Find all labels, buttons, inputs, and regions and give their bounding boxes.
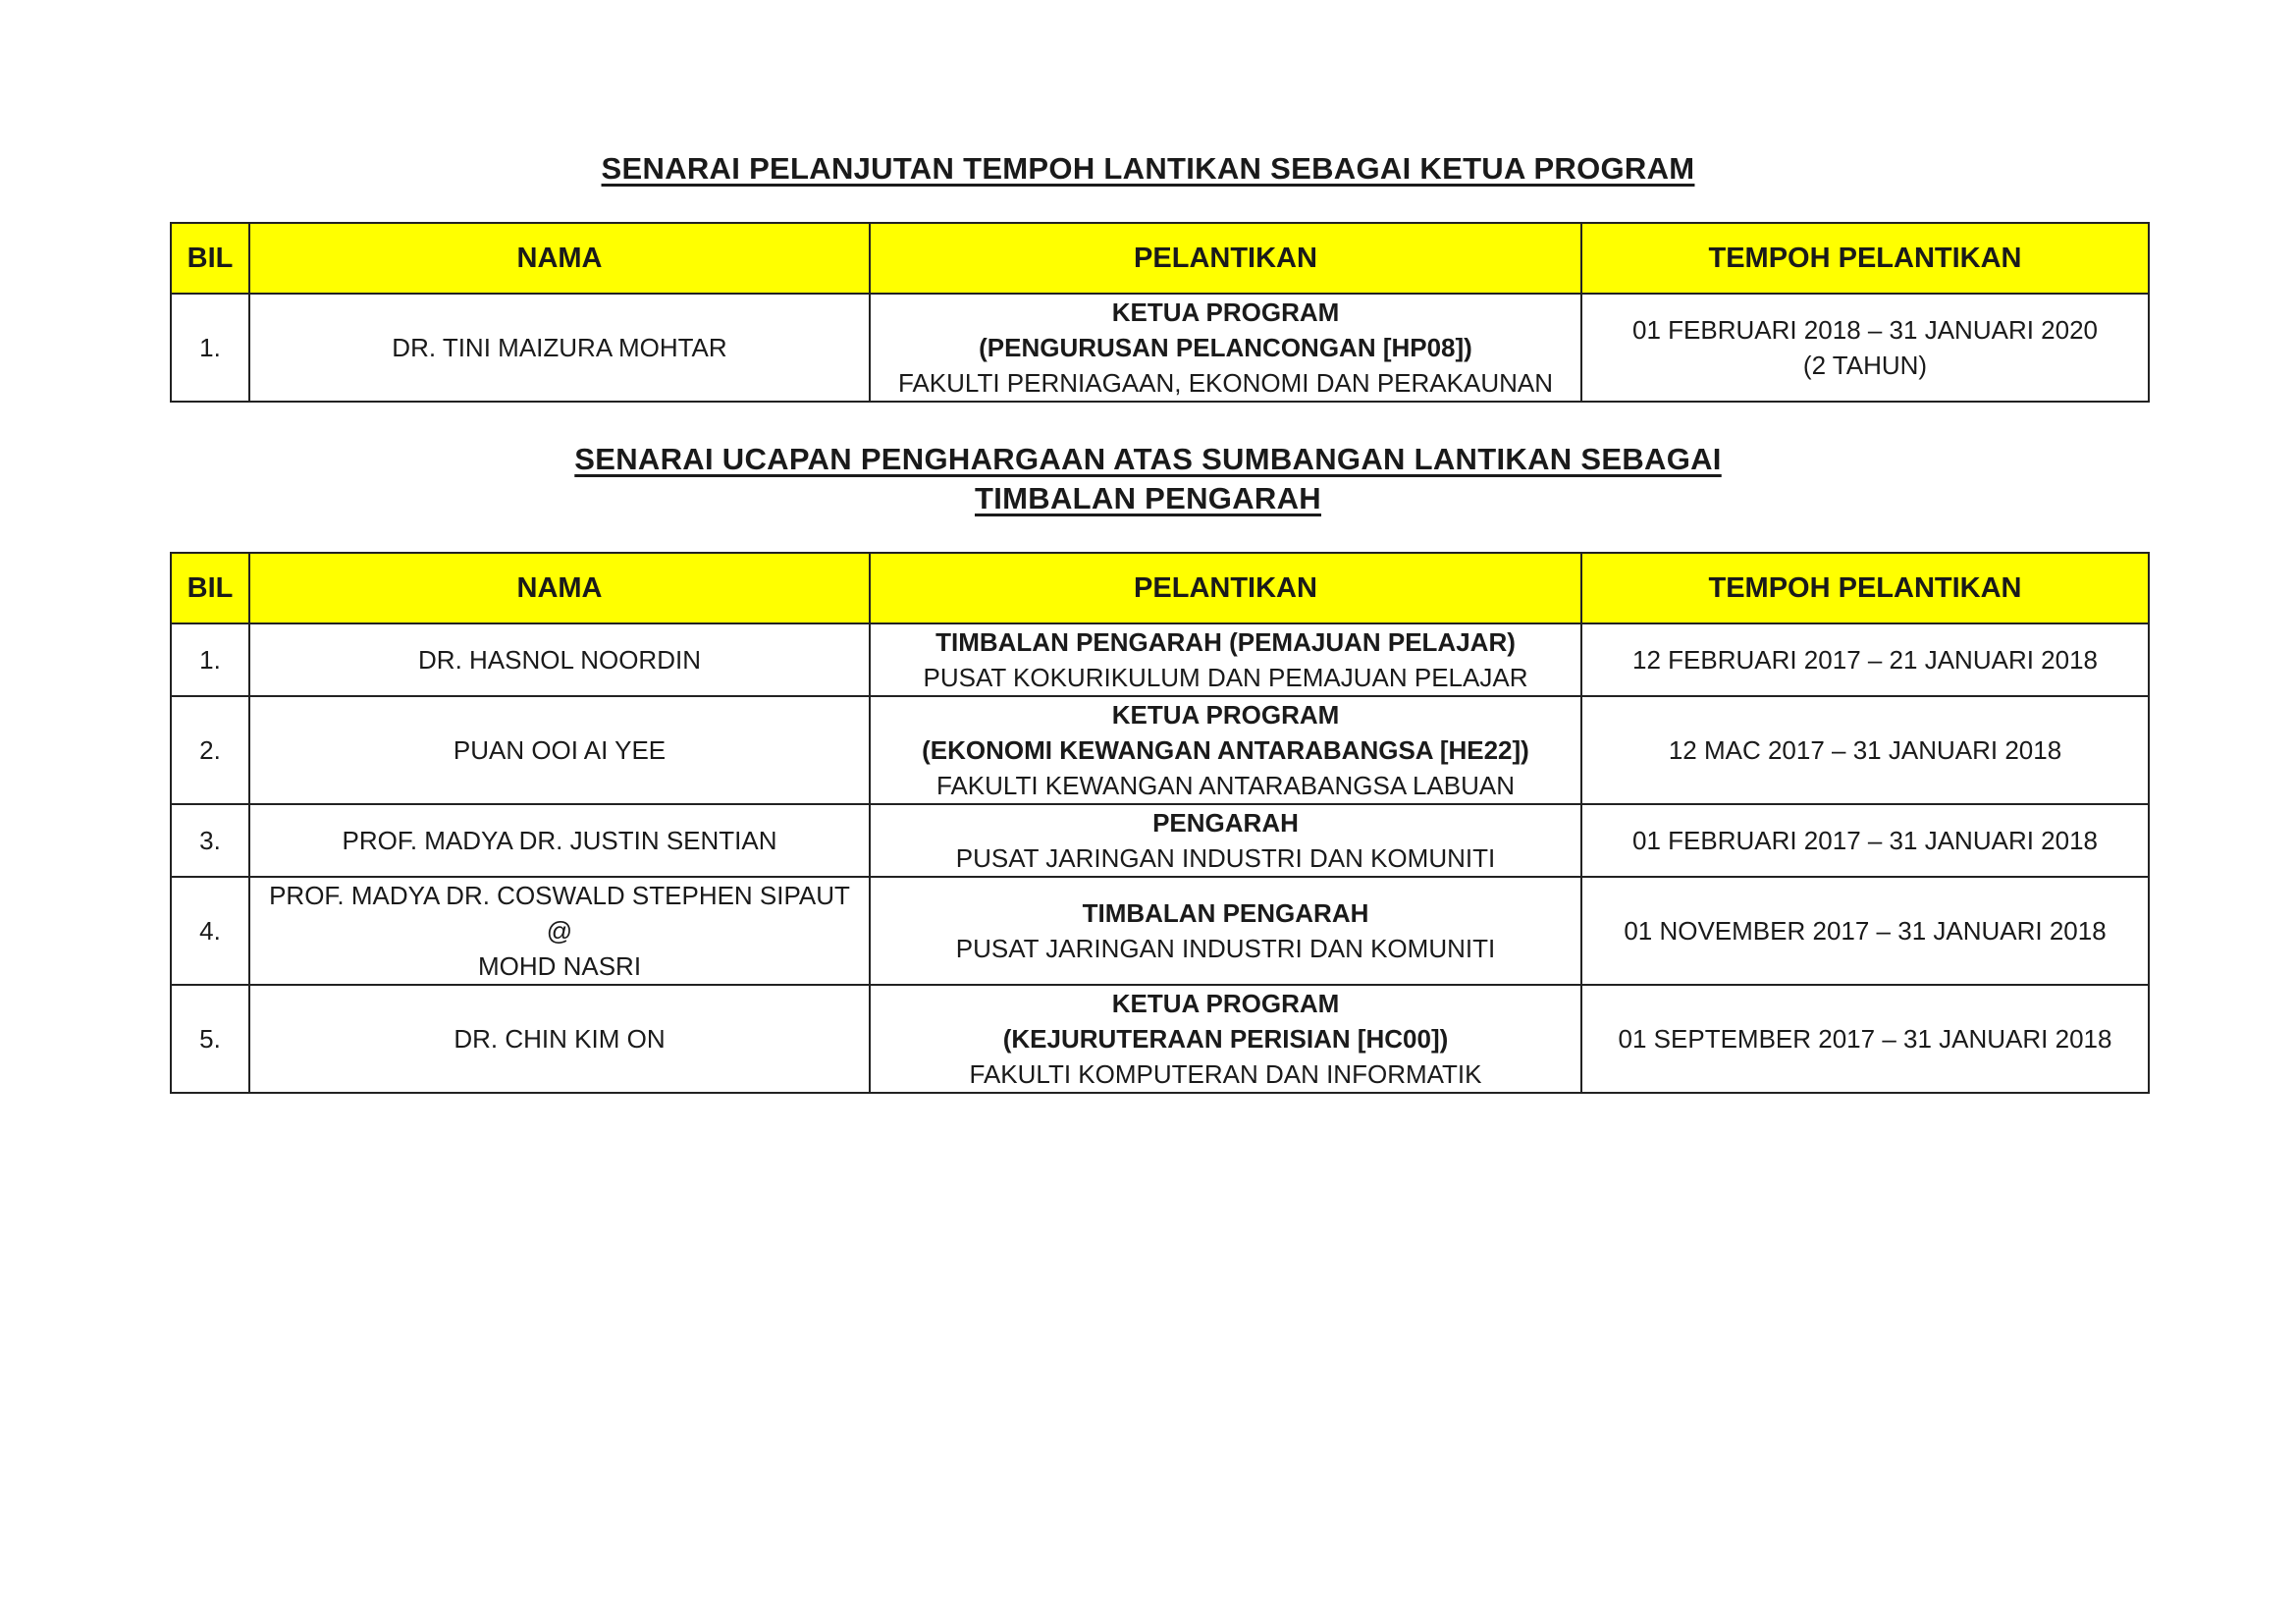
program: (PENGURUSAN PELANCONGAN [HP08]) bbox=[979, 333, 1472, 362]
program: (EKONOMI KEWANGAN ANTARABANGSA [HE22]) bbox=[922, 735, 1529, 765]
table-row bbox=[171, 804, 2149, 877]
tempoh: 01 FEBRUARI 2018 – 31 JANUARI 2020 bbox=[1631, 315, 2099, 345]
header-nama: NAMA bbox=[249, 223, 870, 294]
cell-nama: PUAN OOI AI YEE bbox=[249, 696, 870, 804]
cell-pelantikan bbox=[870, 877, 1581, 985]
jawatan: TIMBALAN PENGARAH bbox=[1082, 898, 1369, 928]
header-tempoh: TEMPOH PELANTIKAN bbox=[1581, 553, 2149, 623]
table-header-row bbox=[171, 553, 2149, 623]
unit: FAKULTI KOMPUTERAN DAN INFORMATIK bbox=[969, 1059, 1482, 1089]
table-row bbox=[171, 294, 2149, 402]
cell-pelantikan bbox=[870, 696, 1581, 804]
header-bil: BIL bbox=[171, 553, 249, 623]
header-nama: NAMA bbox=[249, 553, 870, 623]
appreciation-table bbox=[170, 552, 2150, 1094]
cell-tempoh: 01 SEPTEMBER 2017 – 31 JANUARI 2018 bbox=[1581, 985, 2149, 1093]
section1-title-text: SENARAI PELANJUTAN TEMPOH LANTIKAN SEBAGAI KETUA PROGRAM bbox=[601, 151, 1695, 186]
unit: FAKULTI PERNIAGAAN, EKONOMI DAN PERAKAUNAN bbox=[898, 368, 1553, 398]
jawatan: KETUA PROGRAM bbox=[1111, 700, 1340, 730]
cell-nama: DR. CHIN KIM ON bbox=[249, 985, 870, 1093]
table-row bbox=[171, 623, 2149, 696]
extension-table bbox=[170, 222, 2150, 403]
cell-bil: 4. bbox=[171, 877, 249, 985]
jawatan: KETUA PROGRAM bbox=[1111, 989, 1340, 1018]
header-tempoh: TEMPOH PELANTIKAN bbox=[1581, 223, 2149, 294]
section2-title bbox=[0, 440, 2296, 518]
cell-bil: 3. bbox=[171, 804, 249, 877]
cell-bil: 1. bbox=[171, 623, 249, 696]
cell-nama: PROF. MADYA DR. JUSTIN SENTIAN bbox=[249, 804, 870, 877]
program: (KEJURUTERAAN PERISIAN [HC00]) bbox=[1002, 1024, 1449, 1054]
cell-pelantikan bbox=[870, 294, 1581, 402]
cell-nama bbox=[249, 877, 870, 985]
cell-tempoh: 12 MAC 2017 – 31 JANUARI 2018 bbox=[1581, 696, 2149, 804]
jawatan: KETUA PROGRAM bbox=[1111, 298, 1340, 327]
cell-pelantikan bbox=[870, 804, 1581, 877]
cell-tempoh: 01 NOVEMBER 2017 – 31 JANUARI 2018 bbox=[1581, 877, 2149, 985]
cell-bil: 1. bbox=[171, 294, 249, 402]
table-row bbox=[171, 696, 2149, 804]
cell-nama: DR. HASNOL NOORDIN bbox=[249, 623, 870, 696]
cell-tempoh: 12 FEBRUARI 2017 – 21 JANUARI 2018 bbox=[1581, 623, 2149, 696]
table-header-row bbox=[171, 223, 2149, 294]
unit: PUSAT KOKURIKULUM DAN PEMAJUAN PELAJAR bbox=[923, 663, 1528, 692]
section1-title bbox=[0, 149, 2296, 189]
jawatan: TIMBALAN PENGARAH (PEMAJUAN PELAJAR) bbox=[935, 627, 1516, 657]
table-row bbox=[171, 877, 2149, 985]
cell-tempoh: 01 FEBRUARI 2017 – 31 JANUARI 2018 bbox=[1581, 804, 2149, 877]
cell-bil: 5. bbox=[171, 985, 249, 1093]
header-bil: BIL bbox=[171, 223, 249, 294]
unit: PUSAT JARINGAN INDUSTRI DAN KOMUNITI bbox=[955, 934, 1496, 963]
header-pelantikan: PELANTIKAN bbox=[870, 223, 1581, 294]
cell-bil: 2. bbox=[171, 696, 249, 804]
nama-line2: MOHD NASRI bbox=[477, 951, 642, 981]
nama-line1: PROF. MADYA DR. COSWALD STEPHEN SIPAUT @ bbox=[269, 881, 850, 946]
cell-nama: DR. TINI MAIZURA MOHTAR bbox=[249, 294, 870, 402]
unit: FAKULTI KEWANGAN ANTARABANGSA LABUAN bbox=[936, 771, 1515, 800]
header-pelantikan: PELANTIKAN bbox=[870, 553, 1581, 623]
cell-pelantikan bbox=[870, 985, 1581, 1093]
section2-title-line1: SENARAI UCAPAN PENGHARGAAN ATAS SUMBANGAN LANTIKAN SEBAGAI bbox=[574, 442, 1722, 476]
cell-pelantikan bbox=[870, 623, 1581, 696]
section2-title-line2: TIMBALAN PENGARAH bbox=[975, 481, 1321, 515]
cell-tempoh bbox=[1581, 294, 2149, 402]
unit: PUSAT JARINGAN INDUSTRI DAN KOMUNITI bbox=[955, 843, 1496, 873]
table-row bbox=[171, 985, 2149, 1093]
jawatan: PENGARAH bbox=[1152, 808, 1299, 838]
durasi: (2 TAHUN) bbox=[1802, 351, 1928, 380]
